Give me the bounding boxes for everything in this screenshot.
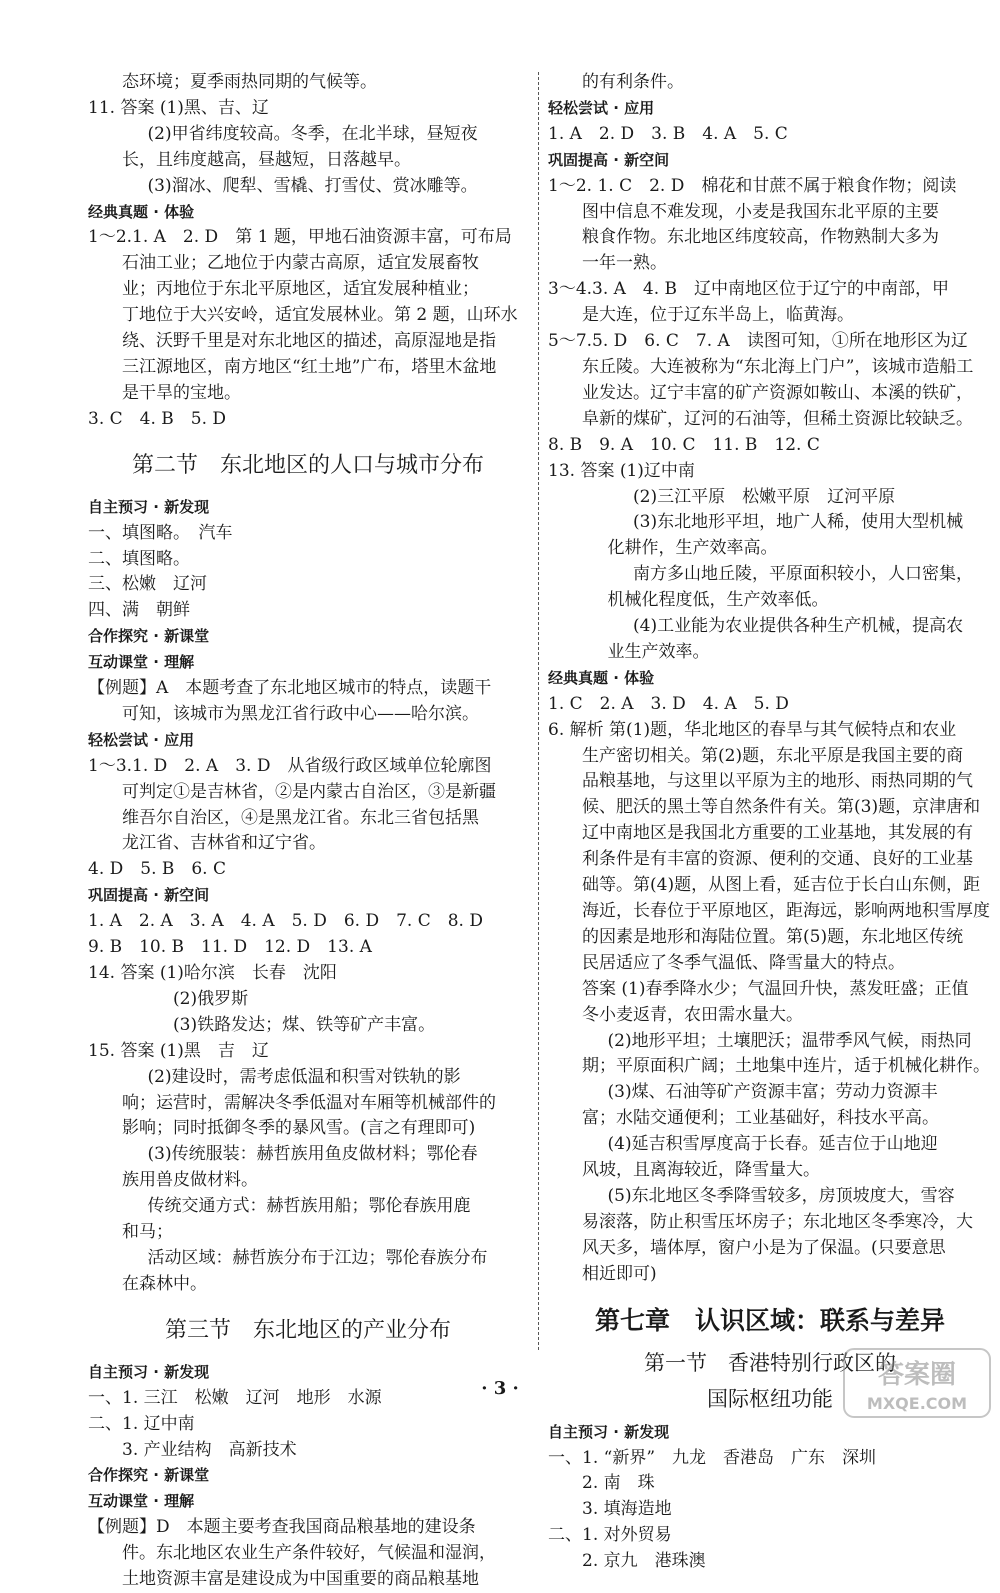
answer-line: (2)建设时，需考虑低温和积雪对铁轨的影 (147, 1066, 461, 1087)
answer-line: 础等。第(4)题，从图上看，延吉位于长白山东侧，距 (582, 875, 981, 896)
answer-line: 答案 (1)春季降水少；气温回升快，蒸发旺盛；正值 (582, 978, 969, 999)
section-heading: 巩固提高 · 新空间 (548, 150, 670, 169)
section-heading: 自主预习 · 新发现 (548, 1422, 670, 1441)
answer-line: 14. 答案 (1)哈尔滨 长春 沈阳 (88, 963, 337, 983)
answer-line: 9. B 10. B 11. D 12. D 13. A (88, 937, 372, 958)
section-heading: 合作探究 · 新课堂 (88, 627, 210, 646)
answer-line: 3. C 4. B 5. D (88, 408, 227, 429)
answer-line: (5)东北地区冬季降雪较多，房顶坡度大，雪容 (607, 1185, 955, 1206)
answer-line: 和马； (122, 1222, 173, 1243)
answer-line: 态环境；夏季雨热同期的气候等。 (122, 72, 377, 92)
answer-line: 的因素是地形和海陆位置。第(5)题，东北地区传统 (582, 926, 964, 947)
answer-line: 粮食作物。东北地区纬度较高，作物熟制大多为 (582, 227, 939, 248)
answer-line: 一年一熟。 (582, 253, 667, 274)
answer-line: 丁地位于大兴安岭，适宜发展林业。第 2 题，山环水 (122, 305, 518, 326)
answer-line: 一、填图略。 汽车 (88, 522, 233, 543)
column-divider (538, 72, 539, 1350)
answer-line: 利条件是有丰富的资源、便利的交通、良好的工业基 (582, 849, 973, 870)
answer-line: 1～3.1. D 2. A 3. D 从省级行政区域单位轮廓图 (88, 755, 492, 776)
answer-line: 11. 答案 (1)黑、吉、辽 (88, 97, 269, 118)
answer-line: 阜新的煤矿，辽河的石油等，但稀土资源比较缺乏。 (582, 408, 973, 429)
answer-line: 1～2.1. A 2. D 第 1 题，甲地石油资源丰富，可布局 (88, 227, 512, 248)
answer-line: 富；水陆交通便利；工业基础好，科技水平高。 (582, 1108, 939, 1129)
answer-line: 族用兽皮做材料。 (122, 1170, 258, 1191)
answer-line: 风天多，墙体厚，窗户小是为了保温。(只要意思 (582, 1237, 946, 1258)
answer-line: 二、填图略。 (88, 548, 190, 569)
answer-line: 一、1. “新界” 九龙 香港岛 广东 深圳 (548, 1447, 877, 1468)
section-heading: 经典真题 · 体验 (88, 202, 195, 221)
answer-line: 件。东北地区农业生产条件较好，气候温和湿润， (122, 1543, 496, 1564)
section-title: 国际枢纽功能 (707, 1386, 833, 1411)
answer-line: (2)甲省纬度较高。冬季，在北半球，昼短夜 (147, 123, 478, 144)
answer-line: 机械化程度低，生产效率低。 (607, 590, 829, 611)
answer-line: (2)地形平坦；土壤肥沃；温带季风气候，雨热同 (607, 1030, 972, 1051)
answer-line: (4)工业能为农业提供各种生产机械，提高农 (633, 616, 964, 637)
answer-line: 1～2. 1. C 2. D 棉花和甘蔗不属于粮食作物；阅读 (548, 175, 957, 196)
section-heading: 轻松尝试 · 应用 (88, 730, 195, 749)
answer-line: 相近即可) (582, 1263, 657, 1284)
answer-line: 【例题】A 本题考查了东北地区城市的特点，读题干 (88, 678, 492, 699)
answer-line: 传统交通方式：赫哲族用船；鄂伦春族用鹿 (147, 1196, 471, 1217)
section-title: 第一节 香港特别行政区的 (644, 1350, 896, 1375)
answer-line: 南方多山地丘陵，平原面积较小，人口密集， (633, 564, 973, 585)
section-heading: 自主预习 · 新发现 (88, 1362, 210, 1381)
answer-line: (3)溜冰、爬犁、雪橇、打雪仗、赏冰雕等。 (147, 175, 478, 196)
watermark-text: 答案圈 (877, 1360, 957, 1390)
section-title: 第三节 东北地区的产业分布 (164, 1317, 451, 1343)
left-column (88, 70, 528, 1593)
answer-line: 8. B 9. A 10. C 11. B 12. C (548, 434, 820, 455)
section-heading: 轻松尝试 · 应用 (548, 98, 655, 117)
answer-line: 2. 南 珠 (582, 1473, 655, 1494)
answer-line: 3～4.3. A 4. B 辽中南地区位于辽宁的中南部，甲 (548, 279, 950, 300)
answer-line: (3)东北地形平坦，地广人稀，使用大型机械 (633, 512, 964, 533)
answer-line: 冬小麦返青，农田需水量大。 (582, 1004, 803, 1025)
answer-line: 龙江省、吉林省和辽宁省。 (122, 833, 326, 854)
answer-line: 三江源地区，南方地区“红土地”广布，塔里木盆地 (122, 356, 497, 377)
answer-line: 是干旱的宝地。 (122, 382, 241, 403)
answer-line: 土地资源丰富是建设成为中国重要的商品粮基地 (122, 1569, 479, 1590)
answer-line: 长，且纬度越高，昼越短，日落越早。 (122, 149, 411, 170)
answer-line: (4)延吉积雪厚度高于长春。延吉位于山地迎 (607, 1134, 938, 1155)
answer-line: 6. 解析 第(1)题，华北地区的春旱与其气候特点和农业 (548, 719, 957, 740)
answer-line: 4. D 5. B 6. C (88, 859, 227, 880)
answer-line: 可知，该城市为黑龙江省行政中心——哈尔滨。 (122, 703, 479, 724)
answer-line: 是大连，位于辽东半岛上，临黄海。 (582, 305, 854, 326)
answer-line: 一、1. 三江 松嫩 辽河 地形 水源 (88, 1387, 382, 1408)
answer-line: 活动区域：赫哲族分布于江边；鄂伦春族分布 (147, 1247, 488, 1268)
answer-line: 辽中南地区是我国北方重要的工业基地，其发展的有 (582, 823, 973, 844)
answer-line: 图中信息不难发现，小麦是我国东北平原的主要 (582, 201, 939, 222)
answer-line: 绕、沃野千里是对东北地区的描述，高原湿地是指 (122, 331, 496, 352)
answer-line: 三、松嫩 辽河 (88, 574, 207, 595)
answer-line: 海近，长春位于平原地区，距海远，影响两地积雪厚度 (582, 901, 990, 921)
answer-line: (3)传统服装：赫哲族用鱼皮做材料；鄂伦春 (147, 1144, 478, 1165)
answer-line: 生产密切相关。第(2)题，东北平原是我国主要的商 (582, 745, 964, 766)
watermark-url: MXQE.COM (866, 1394, 968, 1413)
answer-line: 候、肥沃的黑土等自然条件有关。第(3)题，京津唐和 (582, 797, 981, 818)
answer-line: (2)三江平原 松嫩平原 辽河平原 (633, 486, 896, 507)
answer-line: 业生产效率。 (607, 641, 710, 662)
answer-line: 13. 答案 (1)辽中南 (548, 460, 695, 481)
answer-line: 民居适应了冬季气温低、降雪量大的特点。 (582, 952, 905, 973)
answer-line: (3)煤、石油等矿产资源丰富；劳动力资源丰 (607, 1082, 938, 1103)
answer-line: 的有利条件。 (582, 72, 684, 92)
answer-line: (3)铁路发达；煤、铁等矿产丰富。 (173, 1014, 436, 1035)
section-heading: 经典真题 · 体验 (548, 668, 655, 687)
chapter-title: 第七章 认识区域：联系与差异 (594, 1305, 945, 1335)
section-title: 第二节 东北地区的人口与城市分布 (131, 452, 484, 478)
answer-line: 二、1. 辽中南 (88, 1413, 195, 1434)
answer-line: 维吾尔自治区，④是黑龙江省。东北三省包括黑 (122, 807, 479, 828)
answer-line: 易滚落，防止积雪压坏房子；东北地区冬季寒冷，大 (582, 1211, 973, 1232)
page-number: · 3 · (481, 1378, 519, 1399)
answer-line: 3. 产业结构 高新技术 (122, 1439, 297, 1460)
answer-line: 5～7.5. D 6. C 7. A 读图可知，①所在地形区为辽 (548, 331, 968, 352)
answer-line: 1. A 2. A 3. A 4. A 5. D 6. D 7. C 8. D (88, 911, 483, 932)
section-heading: 互动课堂 · 理解 (88, 1492, 195, 1511)
answer-line: 1. A 2. D 3. B 4. A 5. C (548, 123, 788, 144)
section-heading: 巩固提高 · 新空间 (88, 886, 210, 905)
watermark-logo (842, 1347, 992, 1419)
section-heading: 互动课堂 · 理解 (88, 653, 195, 672)
answer-line: 可判定①是吉林省，②是内蒙古自治区，③是新疆 (122, 781, 496, 802)
answer-line: 【例题】D 本题主要考查我国商品粮基地的建设条 (88, 1517, 476, 1538)
answer-line: 业发达。辽宁丰富的矿产资源如鞍山、本溪的铁矿， (582, 382, 973, 403)
answer-line: 品粮基地，与这里以平原为主的地形、雨热同期的气 (582, 771, 973, 792)
answer-line: 3. 填海造地 (582, 1499, 672, 1520)
section-heading: 合作探究 · 新课堂 (88, 1466, 210, 1485)
answer-line: 1. C 2. A 3. D 4. A 5. D (548, 693, 789, 714)
answer-line: 二、1. 对外贸易 (548, 1525, 672, 1546)
answer-line: (2)俄罗斯 (173, 988, 249, 1009)
watermark-icon (842, 1347, 992, 1419)
answer-line: 石油工业；乙地位于内蒙古高原，适宜发展畜牧 (122, 253, 479, 274)
answer-line: 影响；同时抵御冬季的暴风雪。(言之有理即可) (122, 1118, 476, 1139)
answer-line: 15. 答案 (1)黑 吉 辽 (88, 1040, 269, 1061)
section-heading: 自主预习 · 新发现 (88, 497, 210, 516)
answer-line: 期；平原面积广阔；土地集中连片，适于机械化耕作。 (582, 1056, 990, 1077)
answer-line: 业；丙地位于东北平原地区，适宜发展种植业； (122, 279, 479, 300)
answer-line: 在森林中。 (122, 1273, 207, 1294)
answer-line: 风坡，且离海较近，降雪量大。 (582, 1160, 820, 1181)
answer-line: 化耕作，生产效率高。 (607, 538, 778, 559)
answer-line: 2. 京九 港珠澳 (582, 1551, 706, 1572)
answer-line: 东丘陵。大连被称为“东北海上门户”，该城市造船工 (582, 356, 974, 377)
answer-line: 四、满 朝鲜 (88, 600, 190, 621)
answer-line: 响；运营时，需解决冬季低温对车厢等机械部件的 (122, 1092, 496, 1113)
